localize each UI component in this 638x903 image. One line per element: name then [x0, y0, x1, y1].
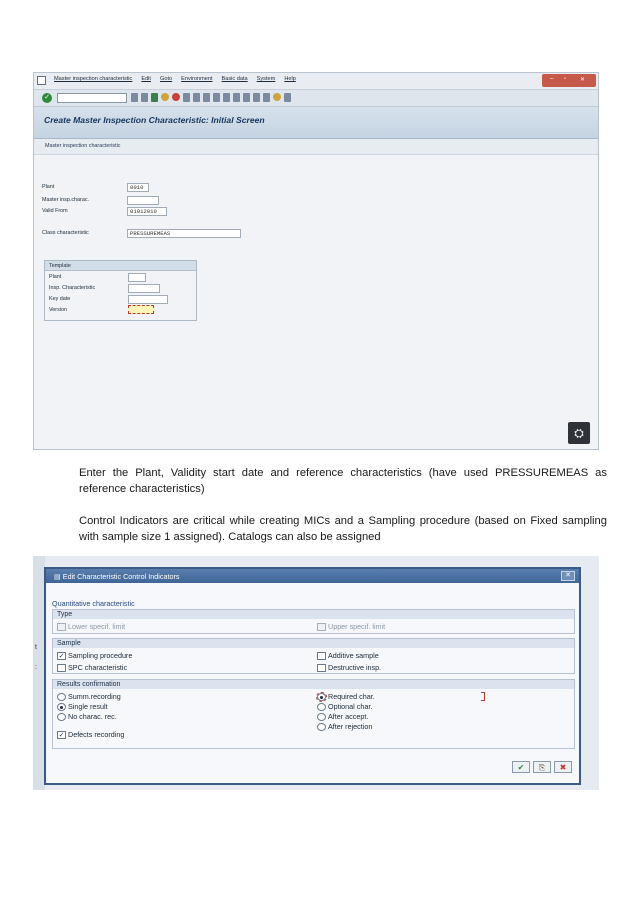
new-session-icon[interactable]	[253, 93, 260, 102]
close-icon[interactable]: ✕	[580, 77, 586, 83]
optional-char-radio[interactable]	[317, 703, 326, 711]
sap-logo-icon[interactable]: ⛭	[568, 422, 590, 444]
valid-from-field[interactable]: 01012010	[127, 207, 167, 216]
window-menu-icon[interactable]	[37, 76, 46, 85]
maximize-icon[interactable]: ▫	[564, 76, 567, 82]
template-insp-char-field[interactable]	[128, 284, 160, 293]
sample-section	[52, 638, 575, 674]
template-version-field[interactable]	[128, 305, 154, 314]
dialog-title-bar	[46, 569, 579, 583]
save-icon[interactable]	[131, 93, 138, 102]
print-icon[interactable]	[183, 93, 190, 102]
required-char-radio[interactable]	[317, 693, 326, 701]
results-section	[52, 679, 575, 749]
background-fragment: :	[35, 664, 37, 671]
single-result-option[interactable]	[57, 702, 108, 711]
no-charac-rec-label: No charac. rec.	[68, 712, 117, 721]
next-page-icon[interactable]	[233, 93, 240, 102]
layout-icon[interactable]	[284, 93, 291, 102]
sampling-procedure-option[interactable]	[57, 651, 132, 660]
help-icon[interactable]	[273, 93, 281, 101]
window-controls	[542, 74, 596, 87]
lower-limit-checkbox	[57, 623, 66, 631]
dialog-title: Edit Characteristic Control Indicators	[62, 572, 180, 581]
lower-limit-option	[57, 622, 125, 631]
dialog-close-icon[interactable]: ✕	[561, 571, 575, 581]
menu-item-help[interactable]: Help	[284, 76, 296, 82]
page-title: Create Master Inspection Characteristic: Initial Screen	[44, 115, 265, 125]
single-result-label: Single result	[68, 702, 108, 711]
confirm-button[interactable]: ✔	[512, 761, 530, 773]
class-char-label: Class characteristic	[42, 230, 89, 236]
sampling-procedure-checkbox[interactable]: ✓	[58, 652, 65, 660]
template-insp-char-label: Insp. Characteristic	[49, 285, 96, 291]
back-icon[interactable]	[151, 93, 158, 102]
instruction-paragraph-1: Enter the Plant, Validity start date and reference characteristics (have used PRESSUREMEAS as reference characteristics)	[79, 467, 607, 495]
after-accept-label: After accept.	[328, 712, 369, 721]
results-section-head: Results confirmation	[53, 680, 574, 689]
focus-frame-end	[481, 692, 485, 701]
cancel-button[interactable]: ✖	[554, 761, 572, 773]
template-group	[44, 260, 197, 321]
first-page-icon[interactable]	[213, 93, 220, 102]
menu-item-edit[interactable]: Edit	[141, 76, 151, 82]
after-rejection-option[interactable]	[317, 722, 372, 731]
class-char-field[interactable]: PRESSUREMEAS	[127, 229, 241, 238]
control-indicators-screenshot	[33, 556, 599, 790]
master-insp-field[interactable]	[127, 196, 159, 205]
find-next-icon[interactable]	[203, 93, 210, 102]
spc-characteristic-label: SPC characteristic	[68, 663, 128, 672]
menu-bar	[34, 73, 599, 90]
prev-page-icon[interactable]	[223, 93, 230, 102]
defects-recording-label: Defects recording	[68, 730, 125, 739]
last-page-icon[interactable]	[243, 93, 250, 102]
dialog-subtitle: Quantitative characteristic	[52, 599, 135, 608]
menu-item-environment[interactable]: Environment	[181, 76, 213, 82]
summ-recording-label: Summ.recording	[68, 692, 121, 701]
additive-sample-option[interactable]	[317, 651, 379, 660]
no-charac-rec-option[interactable]	[57, 712, 117, 721]
menu-items	[54, 76, 296, 82]
required-char-label: Required char.	[328, 692, 375, 701]
find-icon[interactable]	[193, 93, 200, 102]
copy-button[interactable]: ⎘	[533, 761, 551, 773]
control-indicators-dialog	[44, 567, 581, 785]
menu-item-system[interactable]: System	[256, 76, 276, 82]
after-rejection-radio[interactable]	[317, 723, 326, 731]
application-toolbar	[34, 139, 599, 155]
enter-icon[interactable]: ✓	[42, 93, 52, 103]
optional-char-option[interactable]	[317, 702, 372, 711]
cancel-icon[interactable]	[172, 93, 180, 101]
no-charac-rec-radio[interactable]	[57, 713, 66, 721]
command-field[interactable]	[57, 93, 127, 103]
upper-limit-option	[317, 622, 385, 631]
additive-sample-label: Additive sample	[328, 651, 379, 660]
after-rejection-label: After rejection	[328, 722, 373, 731]
defects-recording-option[interactable]	[57, 730, 124, 739]
type-section	[52, 609, 575, 634]
after-accept-radio[interactable]	[317, 713, 326, 721]
upper-limit-label: Upper specif. limit	[328, 622, 386, 631]
sampling-procedure-label: Sampling procedure	[68, 651, 133, 660]
required-char-option[interactable]	[317, 692, 375, 701]
background-fragment: t	[35, 644, 37, 651]
optional-char-label: Optional char.	[328, 702, 373, 711]
template-version-label: Version	[49, 307, 67, 313]
menu-item-goto[interactable]: Goto	[159, 76, 173, 82]
template-plant-field[interactable]	[128, 273, 146, 282]
template-title: Template	[45, 261, 196, 271]
shortcut-icon[interactable]	[263, 93, 270, 102]
after-accept-option[interactable]	[317, 712, 368, 721]
type-section-head: Type	[53, 610, 574, 619]
title-bar	[34, 107, 599, 139]
sample-section-head: Sample	[53, 639, 574, 648]
master-inspection-button[interactable]: Master inspection characteristic	[45, 143, 121, 149]
summ-recording-option[interactable]	[57, 692, 121, 701]
minimize-icon[interactable]: –	[550, 76, 554, 82]
menu-item-basic-data[interactable]: Basic data	[221, 76, 248, 82]
additive-sample-checkbox[interactable]	[317, 652, 326, 660]
template-plant-label: Plant	[49, 274, 62, 280]
plant-label: Plant	[42, 184, 55, 190]
single-result-radio[interactable]	[57, 703, 66, 711]
sap-initial-screen	[33, 72, 599, 450]
standard-toolbar	[34, 90, 599, 107]
lower-limit-label: Lower specif. limit	[68, 622, 126, 631]
defects-recording-checkbox[interactable]: ✓	[58, 731, 65, 739]
exit-icon[interactable]	[161, 93, 169, 101]
instruction-paragraph-2: Control Indicators are critical while creating MICs and a Sampling procedure (based on Fixed sampling with sample size 1 assigned). Catalogs can also be assigned	[79, 515, 607, 543]
destructive-insp-option[interactable]	[317, 663, 381, 672]
destructive-insp-label: Destructive insp.	[328, 663, 382, 672]
dialog-icon: ▤	[54, 572, 63, 581]
destructive-insp-checkbox[interactable]	[317, 664, 326, 672]
save-alt-icon[interactable]	[141, 93, 148, 102]
toolbar-icons	[131, 93, 291, 102]
plant-field[interactable]: 0010	[127, 183, 149, 192]
upper-limit-checkbox	[317, 623, 326, 631]
valid-from-label: Valid From	[42, 208, 68, 214]
template-key-date-field[interactable]	[128, 295, 168, 304]
master-insp-label: Master insp.charac.	[42, 197, 90, 203]
spc-characteristic-checkbox[interactable]	[57, 664, 66, 672]
summ-recording-radio[interactable]	[57, 693, 66, 701]
menu-item-master-inspection[interactable]: Master inspection characteristic	[54, 76, 133, 82]
template-key-date-label: Key date	[49, 296, 71, 302]
spc-characteristic-option[interactable]	[57, 663, 127, 672]
